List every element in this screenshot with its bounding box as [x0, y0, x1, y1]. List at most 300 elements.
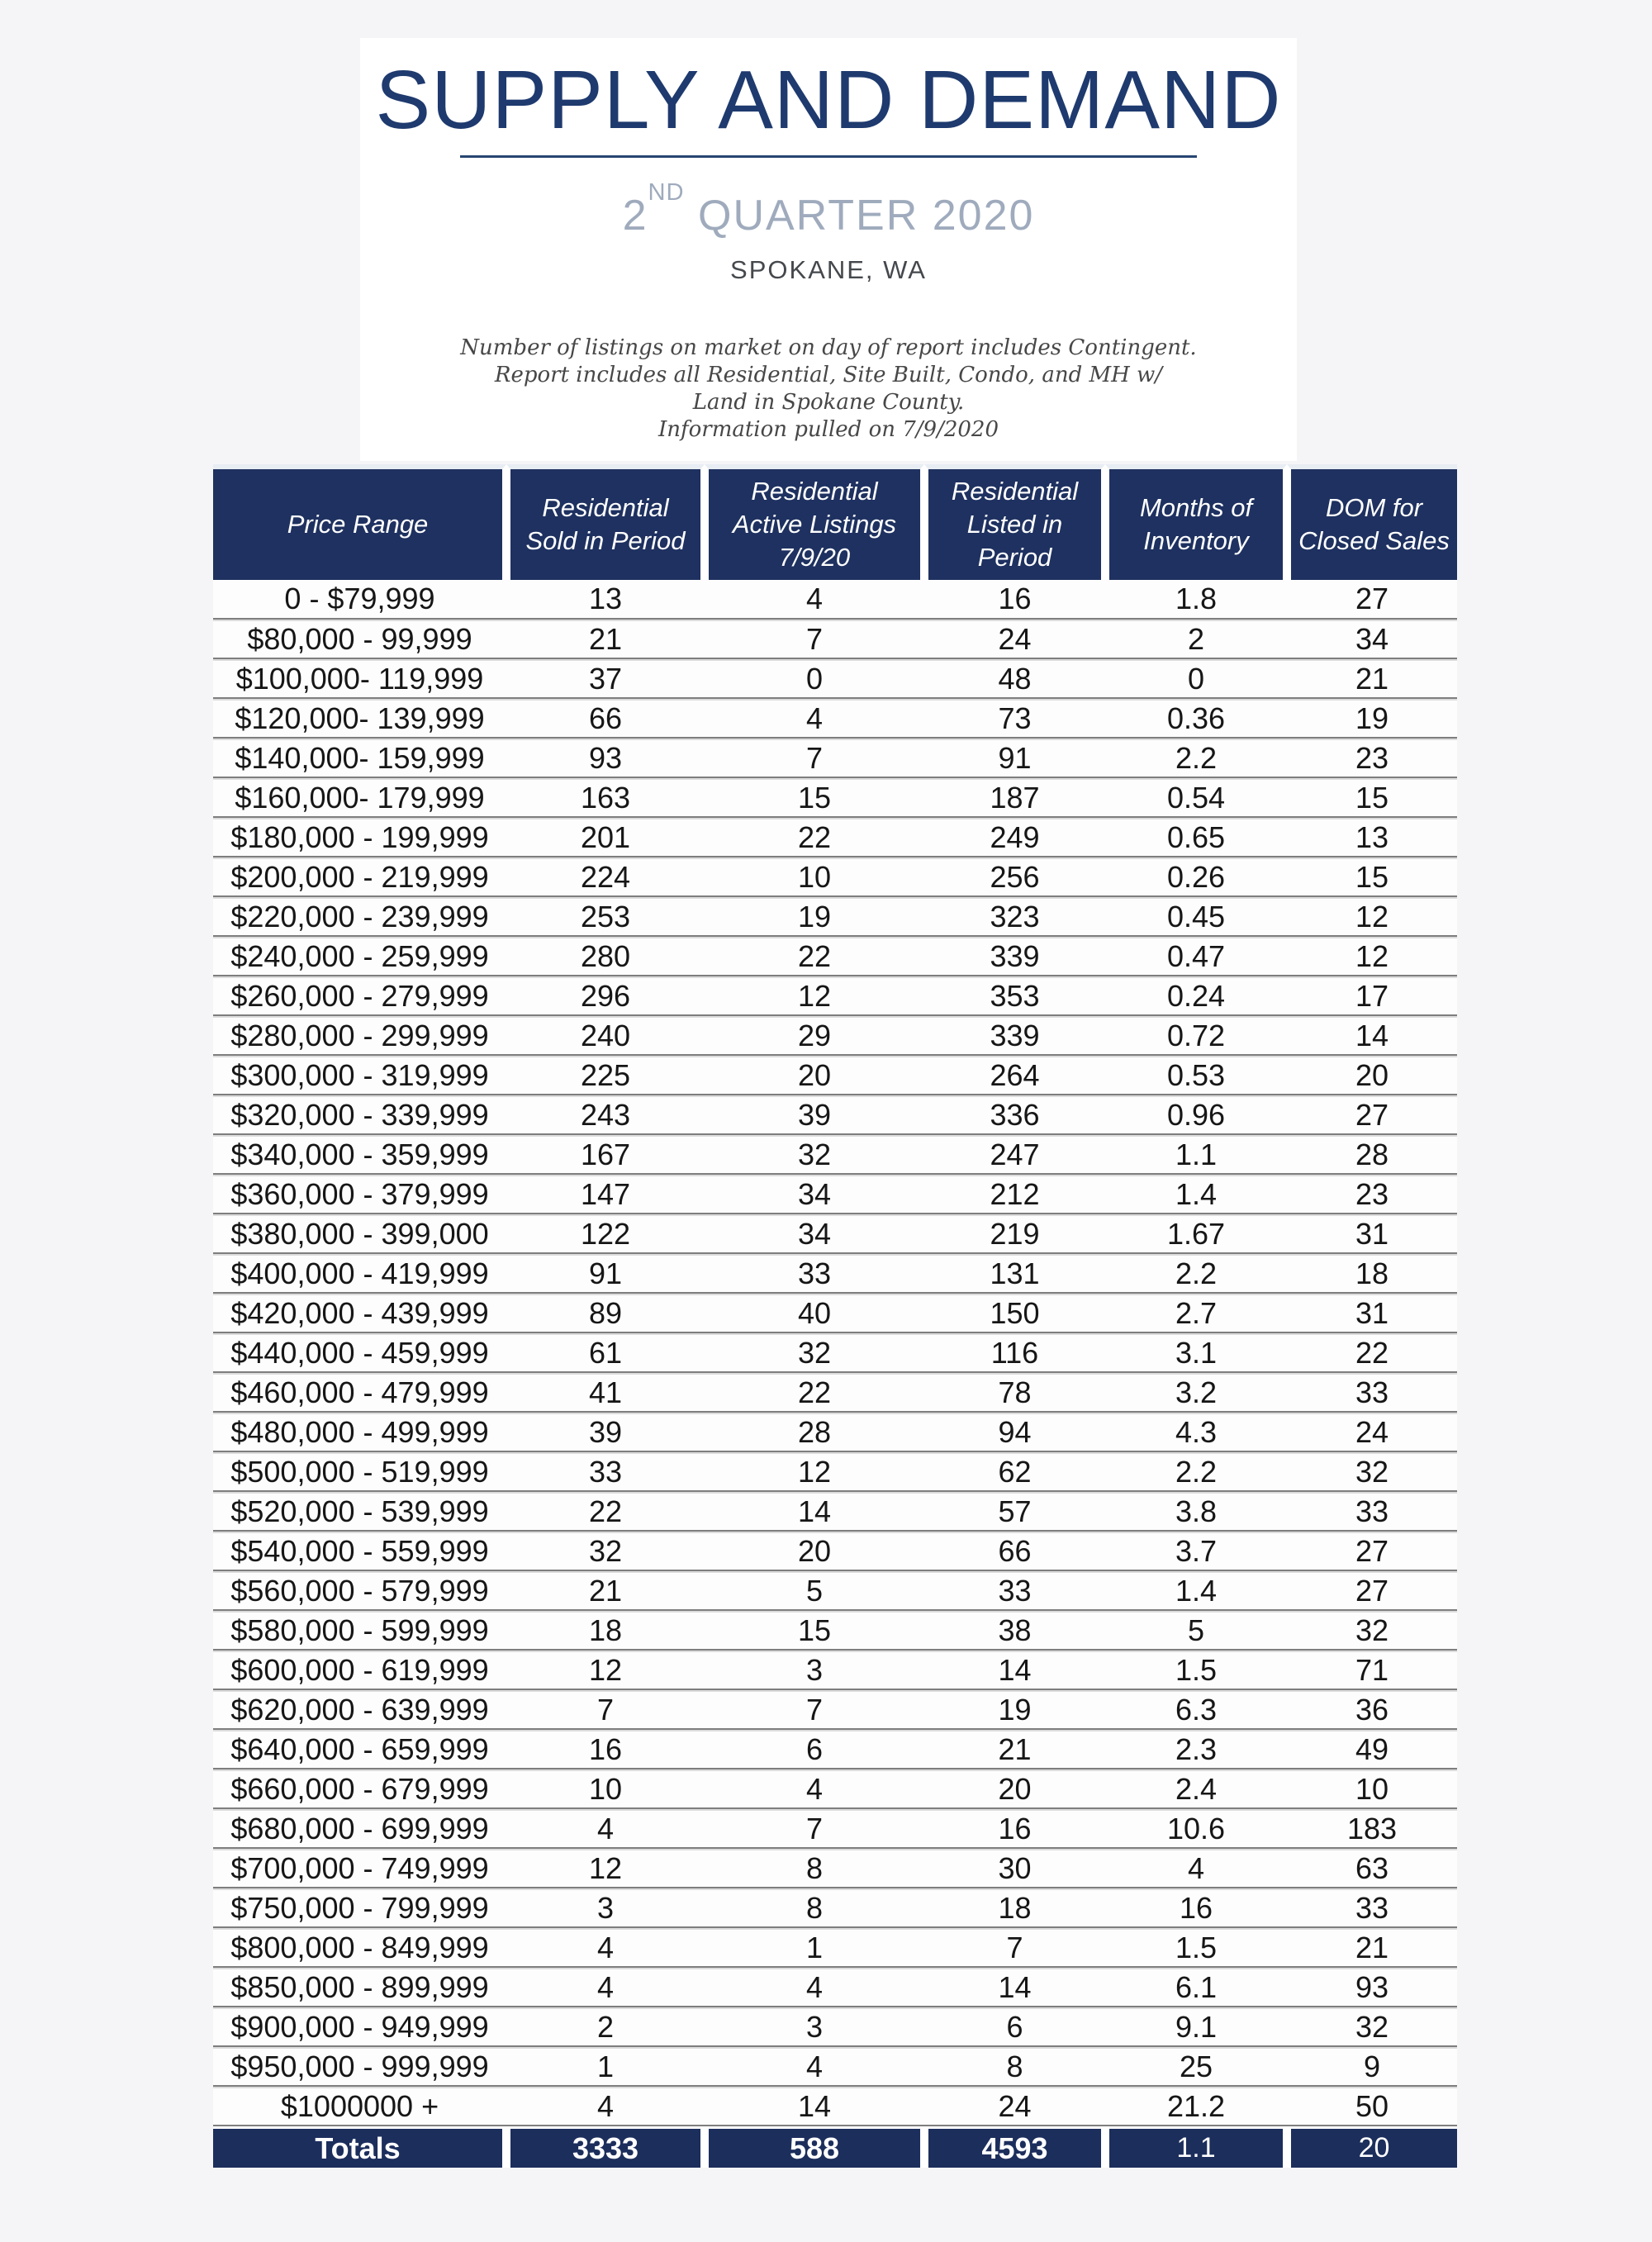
value-cell: 32 [1287, 2007, 1457, 2047]
value-cell: 18 [924, 1888, 1105, 1928]
table-row [213, 1611, 1457, 1651]
value-cell: 4 [506, 2087, 705, 2126]
value-cell: 13 [1287, 818, 1457, 857]
note-line: Report includes all Residential, Site Built, Condo, and MH w/ [494, 363, 1163, 387]
value-cell: 2.4 [1105, 1769, 1287, 1809]
price-range-cell: $140,000- 159,999 [213, 739, 506, 778]
value-cell: 8 [924, 2047, 1105, 2087]
value-cell: 212 [924, 1175, 1105, 1214]
table-row [213, 1333, 1457, 1373]
totals-months-inventory: 1.1 [1105, 2126, 1287, 2168]
price-range-cell: $200,000 - 219,999 [213, 857, 506, 897]
value-cell: 71 [1287, 1651, 1457, 1690]
value-cell: 89 [506, 1294, 705, 1333]
value-cell: 62 [924, 1452, 1105, 1492]
value-cell: 27 [1287, 1095, 1457, 1135]
value-cell: 2.2 [1105, 1254, 1287, 1294]
value-cell: 3.2 [1105, 1373, 1287, 1413]
value-cell: 4 [506, 1809, 705, 1849]
value-cell: 296 [506, 976, 705, 1016]
value-cell: 10.6 [1105, 1809, 1287, 1849]
value-cell: 49 [1287, 1730, 1457, 1769]
value-cell: 33 [1287, 1888, 1457, 1928]
value-cell: 219 [924, 1214, 1105, 1254]
price-range-cell: $640,000 - 659,999 [213, 1730, 506, 1769]
value-cell: 19 [1287, 699, 1457, 739]
price-range-cell: $240,000 - 259,999 [213, 937, 506, 976]
price-range-cell: $580,000 - 599,999 [213, 1611, 506, 1651]
value-cell: 12 [705, 1452, 924, 1492]
value-cell: 61 [506, 1333, 705, 1373]
value-cell: 34 [1287, 620, 1457, 659]
value-cell: 256 [924, 857, 1105, 897]
totals-sold: 3333 [506, 2126, 705, 2168]
column-header-months-inventory: Months of Inventory [1105, 464, 1287, 580]
value-cell: 2 [506, 2007, 705, 2047]
value-cell: 29 [705, 1016, 924, 1056]
table-row [213, 1373, 1457, 1413]
value-cell: 16 [924, 580, 1105, 620]
price-range-cell: $80,000 - 99,999 [213, 620, 506, 659]
value-cell: 20 [924, 1769, 1105, 1809]
price-range-cell: $600,000 - 619,999 [213, 1651, 506, 1690]
value-cell: 32 [705, 1333, 924, 1373]
table-row [213, 976, 1457, 1016]
value-cell: 12 [1287, 897, 1457, 937]
price-range-cell: $620,000 - 639,999 [213, 1690, 506, 1730]
value-cell: 93 [506, 739, 705, 778]
value-cell: 22 [705, 818, 924, 857]
value-cell: 4 [1105, 1849, 1287, 1888]
table-row [213, 620, 1457, 659]
value-cell: 243 [506, 1095, 705, 1135]
table-row [213, 1413, 1457, 1452]
value-cell: 57 [924, 1492, 1105, 1532]
value-cell: 7 [924, 1928, 1105, 1968]
value-cell: 3.8 [1105, 1492, 1287, 1532]
value-cell: 2.3 [1105, 1730, 1287, 1769]
table-row [213, 1888, 1457, 1928]
value-cell: 7 [705, 620, 924, 659]
price-range-cell: 0 - $79,999 [213, 580, 506, 620]
value-cell: 33 [1287, 1373, 1457, 1413]
value-cell: 50 [1287, 2087, 1457, 2126]
value-cell: 32 [705, 1135, 924, 1175]
value-cell: 93 [1287, 1968, 1457, 2007]
value-cell: 21 [924, 1730, 1105, 1769]
value-cell: 18 [506, 1611, 705, 1651]
value-cell: 0.53 [1105, 1056, 1287, 1095]
value-cell: 2 [1105, 620, 1287, 659]
value-cell: 36 [1287, 1690, 1457, 1730]
value-cell: 2.2 [1105, 739, 1287, 778]
quarter-number: 2 [622, 192, 648, 240]
price-range-cell: $380,000 - 399,000 [213, 1214, 506, 1254]
value-cell: 224 [506, 857, 705, 897]
table-row [213, 1214, 1457, 1254]
value-cell: 17 [1287, 976, 1457, 1016]
table-row [213, 1056, 1457, 1095]
totals-dom: 20 [1287, 2126, 1457, 2168]
value-cell: 5 [705, 1571, 924, 1611]
value-cell: 63 [1287, 1849, 1457, 1888]
value-cell: 13 [506, 580, 705, 620]
table-row [213, 1175, 1457, 1214]
supply-demand-table [213, 464, 1457, 2168]
value-cell: 38 [924, 1611, 1105, 1651]
value-cell: 3 [506, 1888, 705, 1928]
table-row [213, 2087, 1457, 2126]
table-row [213, 580, 1457, 620]
value-cell: 3.7 [1105, 1532, 1287, 1571]
value-cell: 163 [506, 778, 705, 818]
value-cell: 240 [506, 1016, 705, 1056]
value-cell: 3 [705, 1651, 924, 1690]
table-row [213, 1651, 1457, 1690]
price-range-cell: $320,000 - 339,999 [213, 1095, 506, 1135]
table-row [213, 2007, 1457, 2047]
value-cell: 48 [924, 659, 1105, 699]
value-cell: 73 [924, 699, 1105, 739]
table-footer [213, 2126, 1457, 2168]
value-cell: 150 [924, 1294, 1105, 1333]
value-cell: 183 [1287, 1809, 1457, 1849]
value-cell: 41 [506, 1373, 705, 1413]
value-cell: 94 [924, 1413, 1105, 1452]
value-cell: 24 [924, 2087, 1105, 2126]
value-cell: 32 [1287, 1611, 1457, 1651]
value-cell: 7 [705, 1690, 924, 1730]
value-cell: 22 [506, 1492, 705, 1532]
column-header-sold-in-period: Residential Sold in Period [506, 464, 705, 580]
value-cell: 7 [506, 1690, 705, 1730]
value-cell: 34 [705, 1175, 924, 1214]
value-cell: 0 [1105, 659, 1287, 699]
value-cell: 339 [924, 937, 1105, 976]
value-cell: 3 [705, 2007, 924, 2047]
table-row [213, 659, 1457, 699]
value-cell: 0.36 [1105, 699, 1287, 739]
value-cell: 19 [705, 897, 924, 937]
price-range-cell: $180,000 - 199,999 [213, 818, 506, 857]
price-range-cell: $260,000 - 279,999 [213, 976, 506, 1016]
value-cell: 31 [1287, 1214, 1457, 1254]
title-panel [360, 38, 1297, 461]
value-cell: 225 [506, 1056, 705, 1095]
value-cell: 187 [924, 778, 1105, 818]
value-cell: 2.7 [1105, 1294, 1287, 1333]
value-cell: 20 [1287, 1056, 1457, 1095]
value-cell: 15 [1287, 778, 1457, 818]
value-cell: 22 [705, 1373, 924, 1413]
value-cell: 4 [705, 1968, 924, 2007]
value-cell: 7 [705, 1809, 924, 1849]
table-row [213, 1532, 1457, 1571]
value-cell: 27 [1287, 1571, 1457, 1611]
value-cell: 4.3 [1105, 1413, 1287, 1452]
table-row [213, 1690, 1457, 1730]
value-cell: 14 [705, 1492, 924, 1532]
note-line: Land in Spokane County. [692, 390, 965, 415]
title-underline [460, 155, 1197, 158]
value-cell: 116 [924, 1333, 1105, 1373]
value-cell: 1 [705, 1928, 924, 1968]
value-cell: 37 [506, 659, 705, 699]
price-range-cell: $480,000 - 499,999 [213, 1413, 506, 1452]
value-cell: 4 [705, 1769, 924, 1809]
value-cell: 21 [506, 1571, 705, 1611]
price-range-cell: $420,000 - 439,999 [213, 1294, 506, 1333]
price-range-cell: $560,000 - 579,999 [213, 1571, 506, 1611]
value-cell: 66 [924, 1532, 1105, 1571]
value-cell: 28 [1287, 1135, 1457, 1175]
value-cell: 32 [1287, 1452, 1457, 1492]
note-line: Information pulled on 7/9/2020 [657, 417, 999, 442]
value-cell: 33 [924, 1571, 1105, 1611]
value-cell: 0.54 [1105, 778, 1287, 818]
table-row [213, 1968, 1457, 2007]
value-cell: 15 [705, 1611, 924, 1651]
value-cell: 12 [506, 1849, 705, 1888]
value-cell: 12 [705, 976, 924, 1016]
price-range-cell: $660,000 - 679,999 [213, 1769, 506, 1809]
price-range-cell: $700,000 - 749,999 [213, 1849, 506, 1888]
value-cell: 14 [705, 2087, 924, 2126]
price-range-cell: $120,000- 139,999 [213, 699, 506, 739]
value-cell: 0 [705, 659, 924, 699]
quarter-text: QUARTER 2020 [684, 192, 1035, 240]
value-cell: 0.72 [1105, 1016, 1287, 1056]
price-range-cell: $160,000- 179,999 [213, 778, 506, 818]
value-cell: 14 [924, 1968, 1105, 2007]
value-cell: 280 [506, 937, 705, 976]
note-line: Number of listings on market on day of report includes Contingent. [460, 335, 1197, 360]
value-cell: 339 [924, 1016, 1105, 1056]
value-cell: 10 [1287, 1769, 1457, 1809]
value-cell: 1.4 [1105, 1571, 1287, 1611]
value-cell: 3.1 [1105, 1333, 1287, 1373]
value-cell: 22 [1287, 1333, 1457, 1373]
price-range-cell: $100,000- 119,999 [213, 659, 506, 699]
value-cell: 33 [705, 1254, 924, 1294]
value-cell: 39 [705, 1095, 924, 1135]
value-cell: 4 [705, 580, 924, 620]
table-row [213, 1769, 1457, 1809]
value-cell: 14 [1287, 1016, 1457, 1056]
value-cell: 9.1 [1105, 2007, 1287, 2047]
value-cell: 4 [705, 699, 924, 739]
price-range-cell: $440,000 - 459,999 [213, 1333, 506, 1373]
value-cell: 249 [924, 818, 1105, 857]
value-cell: 22 [705, 937, 924, 976]
value-cell: 1.1 [1105, 1135, 1287, 1175]
value-cell: 21 [1287, 1928, 1457, 1968]
value-cell: 247 [924, 1135, 1105, 1175]
table-row [213, 778, 1457, 818]
value-cell: 253 [506, 897, 705, 937]
table-row [213, 1095, 1457, 1135]
totals-label: Totals [213, 2126, 506, 2168]
value-cell: 6 [705, 1730, 924, 1769]
value-cell: 8 [705, 1888, 924, 1928]
value-cell: 1.5 [1105, 1928, 1287, 1968]
value-cell: 4 [506, 1968, 705, 2007]
table-header [213, 464, 1457, 580]
page-title: SUPPLY AND DEMAND [375, 54, 1282, 146]
value-cell: 2.2 [1105, 1452, 1287, 1492]
price-range-cell: $680,000 - 699,999 [213, 1809, 506, 1849]
value-cell: 4 [506, 1928, 705, 1968]
value-cell: 33 [506, 1452, 705, 1492]
value-cell: 0.45 [1105, 897, 1287, 937]
value-cell: 6 [924, 2007, 1105, 2047]
table-row [213, 739, 1457, 778]
table-row [213, 699, 1457, 739]
value-cell: 19 [924, 1690, 1105, 1730]
value-cell: 27 [1287, 580, 1457, 620]
price-range-cell: $950,000 - 999,999 [213, 2047, 506, 2087]
value-cell: 39 [506, 1413, 705, 1452]
price-range-cell: $900,000 - 949,999 [213, 2007, 506, 2047]
value-cell: 31 [1287, 1294, 1457, 1333]
value-cell: 91 [506, 1254, 705, 1294]
table-row [213, 1254, 1457, 1294]
table-row [213, 1294, 1457, 1333]
value-cell: 353 [924, 976, 1105, 1016]
price-range-cell: $850,000 - 899,999 [213, 1968, 506, 2007]
value-cell: 6.1 [1105, 1968, 1287, 2007]
price-range-cell: $300,000 - 319,999 [213, 1056, 506, 1095]
table-row [213, 1571, 1457, 1611]
value-cell: 21 [1287, 659, 1457, 699]
value-cell: 8 [705, 1849, 924, 1888]
totals-row [213, 2126, 1457, 2168]
table-row [213, 1730, 1457, 1769]
value-cell: 21.2 [1105, 2087, 1287, 2126]
price-range-cell: $280,000 - 299,999 [213, 1016, 506, 1056]
value-cell: 167 [506, 1135, 705, 1175]
price-range-cell: $750,000 - 799,999 [213, 1888, 506, 1928]
value-cell: 15 [1287, 857, 1457, 897]
table-row [213, 897, 1457, 937]
price-range-cell: $340,000 - 359,999 [213, 1135, 506, 1175]
value-cell: 16 [924, 1809, 1105, 1849]
value-cell: 1.8 [1105, 580, 1287, 620]
value-cell: 32 [506, 1532, 705, 1571]
table-row [213, 1492, 1457, 1532]
table-row [213, 1452, 1457, 1492]
value-cell: 1 [506, 2047, 705, 2087]
price-range-cell: $540,000 - 559,999 [213, 1532, 506, 1571]
value-cell: 20 [705, 1532, 924, 1571]
value-cell: 18 [1287, 1254, 1457, 1294]
quarter-ordinal: ND [648, 178, 685, 206]
value-cell: 34 [705, 1214, 924, 1254]
value-cell: 0.47 [1105, 937, 1287, 976]
value-cell: 0.26 [1105, 857, 1287, 897]
price-range-cell: $360,000 - 379,999 [213, 1175, 506, 1214]
value-cell: 14 [924, 1651, 1105, 1690]
value-cell: 28 [705, 1413, 924, 1452]
value-cell: 131 [924, 1254, 1105, 1294]
value-cell: 264 [924, 1056, 1105, 1095]
report-location: SPOKANE, WA [730, 255, 927, 284]
value-cell: 336 [924, 1095, 1105, 1135]
value-cell: 33 [1287, 1492, 1457, 1532]
table-row [213, 1849, 1457, 1888]
table-row [213, 1135, 1457, 1175]
value-cell: 30 [924, 1849, 1105, 1888]
value-cell: 122 [506, 1214, 705, 1254]
value-cell: 16 [506, 1730, 705, 1769]
totals-active: 588 [705, 2126, 924, 2168]
value-cell: 6.3 [1105, 1690, 1287, 1730]
value-cell: 0.65 [1105, 818, 1287, 857]
value-cell: 1.4 [1105, 1175, 1287, 1214]
value-cell: 147 [506, 1175, 705, 1214]
header-row [213, 464, 1457, 580]
table-body [213, 580, 1457, 2126]
report-notes [360, 335, 1297, 444]
table-row [213, 857, 1457, 897]
table-row [213, 1016, 1457, 1056]
price-range-cell: $500,000 - 519,999 [213, 1452, 506, 1492]
column-header-dom-closed-sales: DOM for Closed Sales [1287, 464, 1457, 580]
table-row [213, 2047, 1457, 2087]
value-cell: 10 [705, 857, 924, 897]
value-cell: 23 [1287, 1175, 1457, 1214]
value-cell: 0.24 [1105, 976, 1287, 1016]
value-cell: 78 [924, 1373, 1105, 1413]
price-range-cell: $400,000 - 419,999 [213, 1254, 506, 1294]
table-row [213, 1928, 1457, 1968]
value-cell: 66 [506, 699, 705, 739]
value-cell: 0.96 [1105, 1095, 1287, 1135]
price-range-cell: $460,000 - 479,999 [213, 1373, 506, 1413]
value-cell: 9 [1287, 2047, 1457, 2087]
value-cell: 4 [705, 2047, 924, 2087]
table-row [213, 937, 1457, 976]
report-quarter [360, 178, 1297, 240]
column-header-price-range: Price Range [213, 464, 506, 580]
price-range-cell: $800,000 - 849,999 [213, 1928, 506, 1968]
value-cell: 323 [924, 897, 1105, 937]
value-cell: 27 [1287, 1532, 1457, 1571]
table-row [213, 818, 1457, 857]
table-row [213, 1809, 1457, 1849]
value-cell: 23 [1287, 739, 1457, 778]
price-range-cell: $520,000 - 539,999 [213, 1492, 506, 1532]
value-cell: 12 [506, 1651, 705, 1690]
price-range-cell: $220,000 - 239,999 [213, 897, 506, 937]
value-cell: 20 [705, 1056, 924, 1095]
value-cell: 1.5 [1105, 1651, 1287, 1690]
value-cell: 12 [1287, 937, 1457, 976]
value-cell: 5 [1105, 1611, 1287, 1651]
value-cell: 15 [705, 778, 924, 818]
column-header-active-listings: Residential Active Listings 7/9/20 [705, 464, 924, 580]
value-cell: 1.67 [1105, 1214, 1287, 1254]
totals-listed: 4593 [924, 2126, 1105, 2168]
column-header-listed-in-period: Residential Listed in Period [924, 464, 1105, 580]
value-cell: 16 [1105, 1888, 1287, 1928]
price-range-cell: $1000000 + [213, 2087, 506, 2126]
value-cell: 91 [924, 739, 1105, 778]
value-cell: 25 [1105, 2047, 1287, 2087]
value-cell: 24 [1287, 1413, 1457, 1452]
value-cell: 40 [705, 1294, 924, 1333]
value-cell: 201 [506, 818, 705, 857]
